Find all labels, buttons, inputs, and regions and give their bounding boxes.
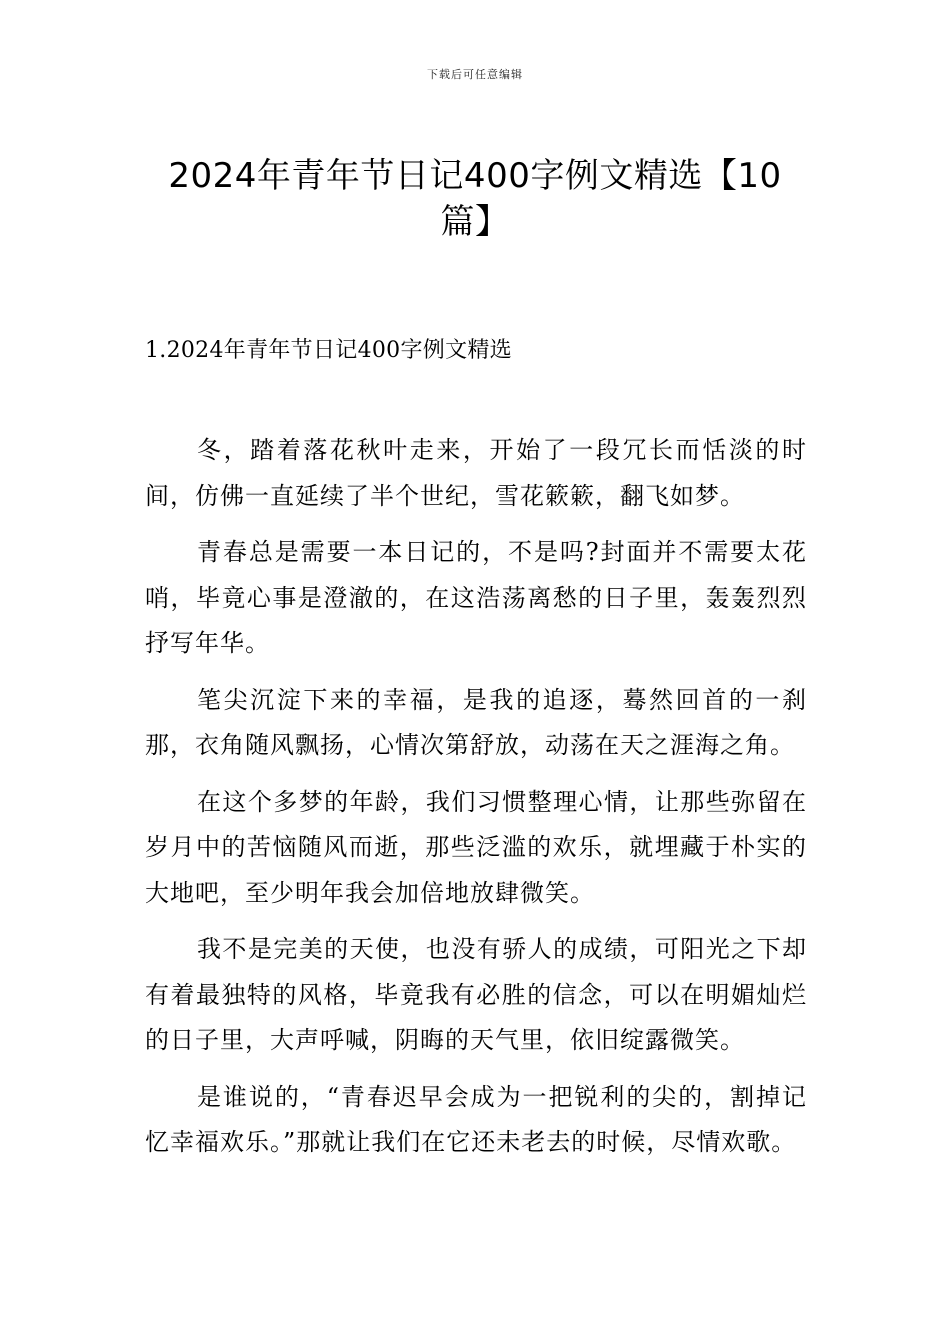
- paragraph: 冬，踏着落花秋叶走来，开始了一段冗长而恬淡的时间，仿佛一直延续了半个世纪，雪花簌簌，翻飞如梦。: [145, 436, 807, 510]
- article-body: [145, 428, 807, 1177]
- document-title: 2024年青年节日记400字例文精选【10篇】: [168, 155, 782, 242]
- paragraph: 是谁说的，“青春迟早会成为一把锐利的尖的，割掉记忆幸福欢乐。”那就让我们在它还未老去的时候，尽情欢歌。: [145, 1082, 807, 1156]
- paragraph: 笔尖沉淀下来的幸福，是我的追逐，蓦然回首的一刹那，衣角随风飘扬，心情次第舒放，动荡在天之涯海之角。: [145, 685, 807, 759]
- paragraph: 青春总是需要一本日记的，不是吗?封面并不需要太花哨，毕竟心事是澄澈的，在这浩荡离愁的日子里，轰轰烈烈抒写年华。: [145, 538, 807, 657]
- paragraph: 在这个多梦的年龄，我们习惯整理心情，让那些弥留在岁月中的苦恼随风而逝，那些泛滥的欢乐，就埋藏于朴实的大地吧，至少明年我会加倍地放肆微笑。: [145, 787, 807, 907]
- section-heading: 1.2024年青年节日记400字例文精选: [145, 338, 512, 363]
- header-note: 下载后可任意编辑: [427, 68, 523, 81]
- paragraph: 我不是完美的天使，也没有骄人的成绩，可阳光之下却有着最独特的风格，毕竟我有必胜的信念，可以在明媚灿烂的日子里，大声呼喊，阴晦的天气里，依旧绽露微笑。: [145, 935, 807, 1054]
